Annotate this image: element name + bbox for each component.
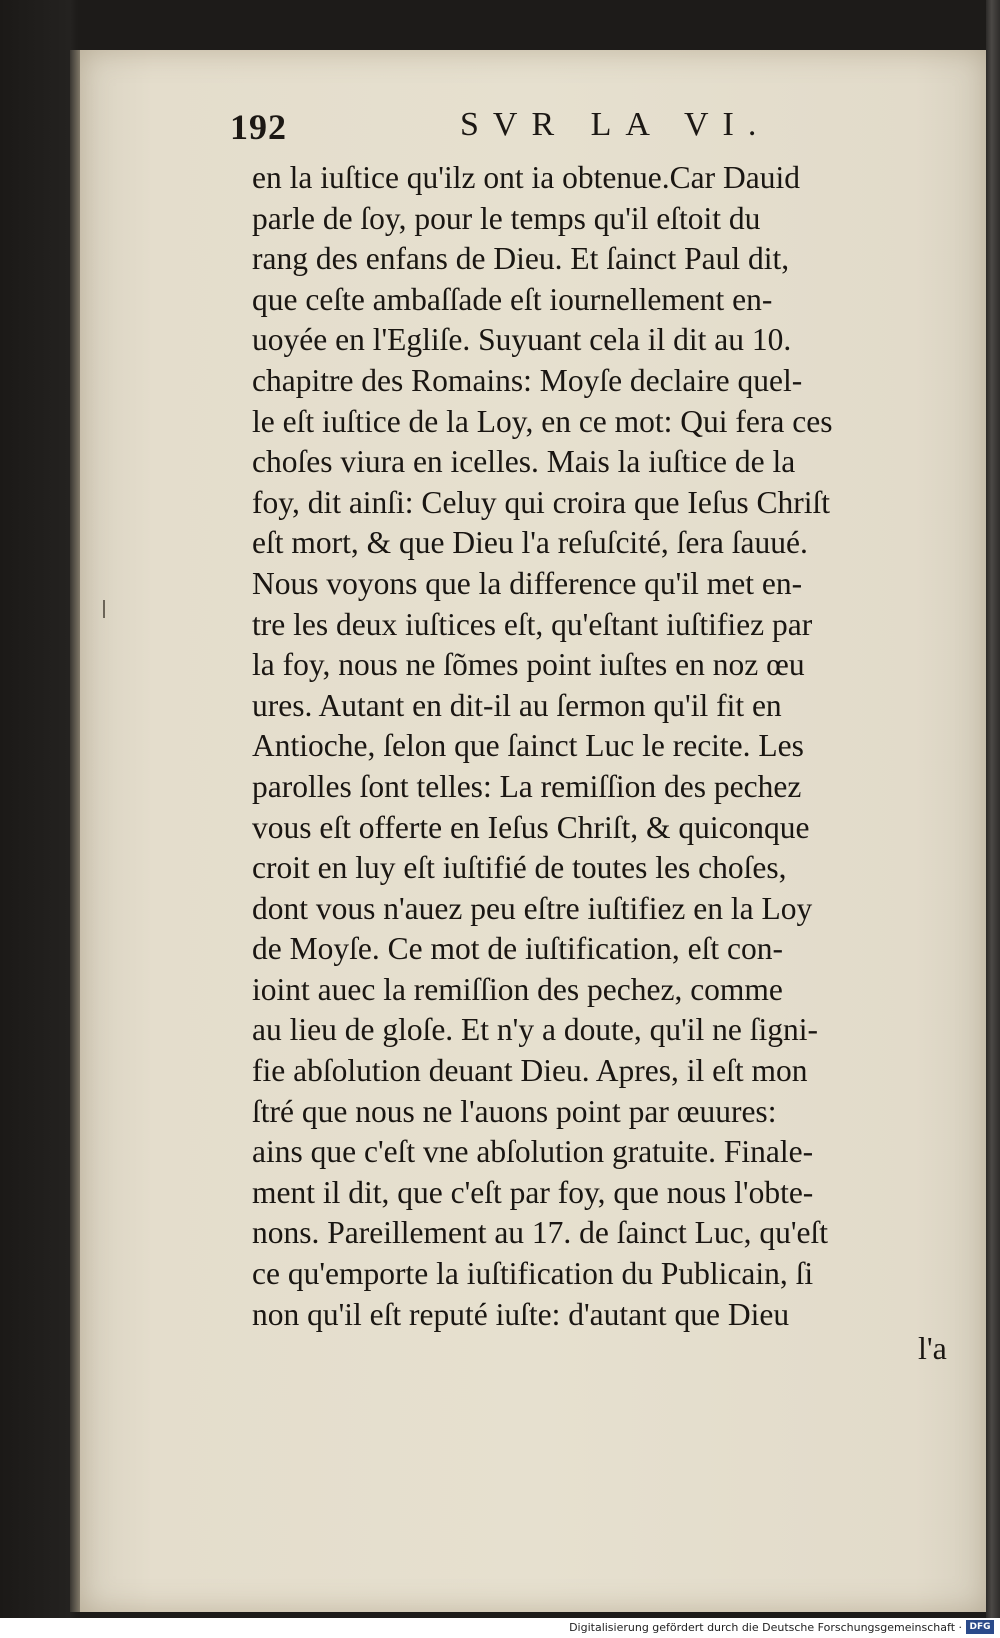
page-number: 192 [230, 107, 287, 147]
book-edge-left [70, 50, 80, 1612]
text-line: tre les deux iuſtices eſt, qu'eſtant iuſtifiez par [252, 606, 813, 642]
catchword: l'a [918, 1330, 947, 1366]
text-line: parle de ſoy, pour le temps qu'il eſtoit du [252, 200, 761, 236]
text-line: ains que c'eſt vne abſolution gratuite. Finale- [252, 1134, 814, 1170]
text-line: non qu'il eſt reputé iuſte: d'autant que Dieu [252, 1296, 790, 1332]
text-line: le eſt iuſtice de la Loy, en ce mot: Qui fera ces [252, 403, 833, 439]
dfg-logo: DFG [966, 1620, 994, 1634]
text-line: ures. Autant en dit-il au ſermon qu'il fit en [252, 687, 782, 723]
footer-bar [0, 1618, 1000, 1638]
text-line: eſt mort, & que Dieu l'a reſuſcité, ſera ſauué. [252, 525, 808, 561]
page-header [230, 106, 950, 154]
text-line: que ceſte ambaſſade eſt iournellement en- [252, 281, 773, 317]
text-line: rang des enfans de Dieu. Et ſainct Paul dit, [252, 241, 790, 277]
text-line: choſes viura en icelles. Mais la iuſtice de la [252, 444, 796, 480]
text-line: uoyée en l'Egliſe. Suyuant cela il dit au 10. [252, 322, 792, 358]
text-line: Antioche, ſelon que ſainct Luc le recite. Les [252, 728, 804, 764]
text-line: au lieu de gloſe. Et n'y a doute, qu'il ne ſigni- [252, 1012, 818, 1048]
text-line: la foy, nous ne ſõmes point iuſtes en noz œu [252, 647, 805, 683]
text-line: ſtré que nous ne l'auons point par œuures: [252, 1093, 777, 1129]
text-line: Nous voyons que la difference qu'il met en- [252, 565, 803, 601]
text-line: parolles ſont telles: La remiſſion des pechez [252, 768, 802, 804]
text-line: foy, dit ainſi: Celuy qui croira que Ieſus Chriſt [252, 484, 830, 520]
text-line: en la iuſtice qu'ilz ont ia obtenue.Car Dauid [252, 160, 801, 195]
text-line: vous eſt offerte en Ieſus Chriſt, & quiconque [252, 809, 810, 845]
text-line: chapitre des Romains: Moyſe declaire quel- [252, 362, 803, 398]
text-line: dont vous n'auez peu eſtre iuſtifiez en la Loy [252, 890, 813, 926]
text-line: croit en luy eſt iuſtifié de toutes les choſes, [252, 850, 787, 886]
running-title: SVR LA VI. [460, 106, 771, 143]
text-line: fie abſolution deuant Dieu. Apres, il eſt mon [252, 1053, 808, 1089]
text-line: ce qu'emporte la iuſtification du Publicain, ſi [252, 1256, 814, 1292]
text-line: de Moyſe. Ce mot de iuſtification, eſt con- [252, 931, 783, 967]
book-edge-right [986, 0, 1000, 1638]
text-line: ment il dit, que c'eſt par foy, que nous l'obte- [252, 1174, 814, 1210]
text-line: nons. Pareillement au 17. de ſainct Luc, qu'eſt [252, 1215, 829, 1251]
funding-credit: Digitalisierung gefördert durch die Deutsche Forschungsgemeinschaft · [569, 1621, 962, 1634]
body-text [252, 158, 960, 1335]
text-line: ioint auec la remiſſion des pechez, comme [252, 971, 783, 1007]
margin-mark [103, 600, 105, 618]
